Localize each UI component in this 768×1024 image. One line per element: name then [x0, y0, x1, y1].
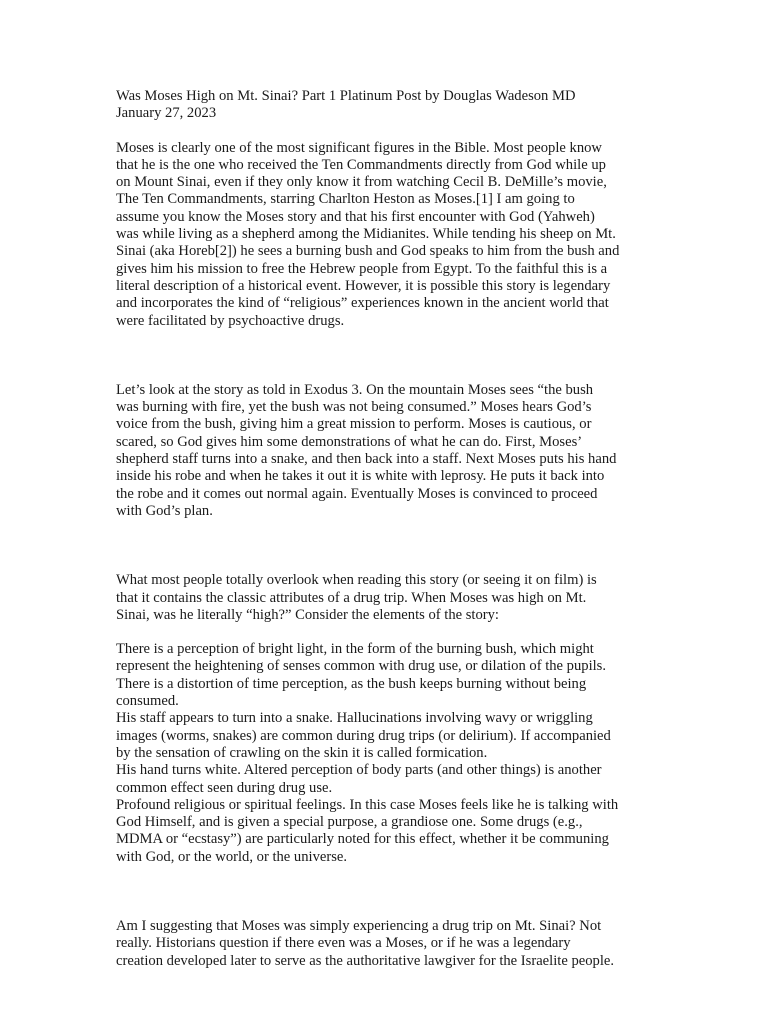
paragraph-overlook: [116, 572, 656, 624]
text-line: Let’s look at the story as told in Exodus 3. On the mountain Moses sees “the bush: [116, 381, 594, 398]
text-line: Moses is clearly one of the most significant figures in the Bible. Most people know: [116, 139, 602, 156]
text-line: assume you know the Moses story and that his first encounter with God (Yahweh): [116, 208, 595, 225]
text-line: represent the heightening of senses common with drug use, or dilation of the pupils.: [116, 658, 607, 675]
text-line: literal description of a historical event. However, it is possible this story is legendary: [116, 277, 611, 294]
paragraph-elements: [116, 641, 656, 866]
paragraph-suggesting: [116, 918, 656, 970]
text-line: that he is the one who received the Ten Commandments directly from God while up: [116, 156, 606, 173]
text-line: and incorporates the kind of “religious” experiences known in the ancient world that: [116, 295, 609, 312]
paragraph-exodus: [116, 382, 656, 520]
text-line: Am I suggesting that Moses was simply experiencing a drug trip on Mt. Sinai? Not: [116, 917, 602, 934]
document-body: [116, 88, 656, 970]
text-line: by the sensation of crawling on the skin it is called formication.: [116, 744, 488, 761]
text-line: was burning with fire, yet the bush was not being consumed.” Moses hears God’s: [116, 399, 592, 416]
text-line: shepherd staff turns into a snake, and then back into a staff. Next Moses puts his hand: [116, 451, 617, 468]
text-line: inside his robe and when he takes it out it is white with leprosy. He puts it back into: [116, 468, 605, 485]
text-line: voice from the bush, giving him a great mission to perform. Moses is cautious, or: [116, 416, 592, 433]
text-line: Profound religious or spiritual feelings. In this case Moses feels like he is talking with: [116, 796, 619, 813]
text-line: God Himself, and is given a special purpose, a grandiose one. Some drugs (e.g.,: [116, 814, 583, 831]
text-line: What most people totally overlook when reading this story (or seeing it on film) is: [116, 572, 597, 589]
text-line: gives him his mission to free the Hebrew people from Egypt. To the faithful this is a: [116, 260, 608, 277]
text-line: images (worms, snakes) are common during drug trips (or delirium). If accompanied: [116, 727, 611, 744]
post-title-line: Was Moses High on Mt. Sinai? Part 1 Platinum Post by Douglas Wadeson MD: [116, 88, 576, 104]
text-line: with God, or the world, or the universe.: [116, 848, 348, 865]
post-header: [116, 88, 656, 123]
text-line: Sinai, was he literally “high?” Consider the elements of the story:: [116, 606, 499, 623]
text-line: with God’s plan.: [116, 502, 213, 519]
text-line: on Mount Sinai, even if they only know it from watching Cecil B. DeMille’s movie,: [116, 174, 607, 191]
text-line: really. Historians question if there even was a Moses, or if he was a legendary: [116, 935, 571, 952]
text-line: His hand turns white. Altered perception of body parts (and other things) is another: [116, 762, 602, 779]
text-line: was while living as a shepherd among the Midianites. While tending his sheep on Mt.: [116, 226, 616, 243]
text-line: the robe and it comes out normal again. Eventually Moses is convinced to proceed: [116, 485, 598, 502]
text-line: There is a perception of bright light, in the form of the burning bush, which might: [116, 641, 594, 658]
text-line: that it contains the classic attributes of a drug trip. When Moses was high on Mt.: [116, 589, 587, 606]
text-line: Sinai (aka Horeb[2]) he sees a burning bush and God speaks to him from the bush and: [116, 243, 620, 260]
text-line: The Ten Commandments, starring Charlton Heston as Moses.[1] I am going to: [116, 191, 575, 208]
text-line: common effect seen during drug use.: [116, 779, 333, 796]
text-line: There is a distortion of time perception, as the bush keeps burning without being: [116, 675, 587, 692]
text-line: creation developed later to serve as the authoritative lawgiver for the Israelite people.: [116, 952, 614, 969]
text-line: were facilitated by psychoactive drugs.: [116, 312, 345, 329]
post-date: January 27, 2023: [116, 105, 217, 122]
text-line: consumed.: [116, 693, 179, 710]
text-line: MDMA or “ecstasy”) are particularly noted for this effect, whether it be communing: [116, 831, 609, 848]
text-line: His staff appears to turn into a snake. Hallucinations involving wavy or wriggling: [116, 710, 593, 727]
text-line: scared, so God gives him some demonstrations of what he can do. First, Moses’: [116, 433, 583, 450]
paragraph-intro: [116, 140, 656, 330]
